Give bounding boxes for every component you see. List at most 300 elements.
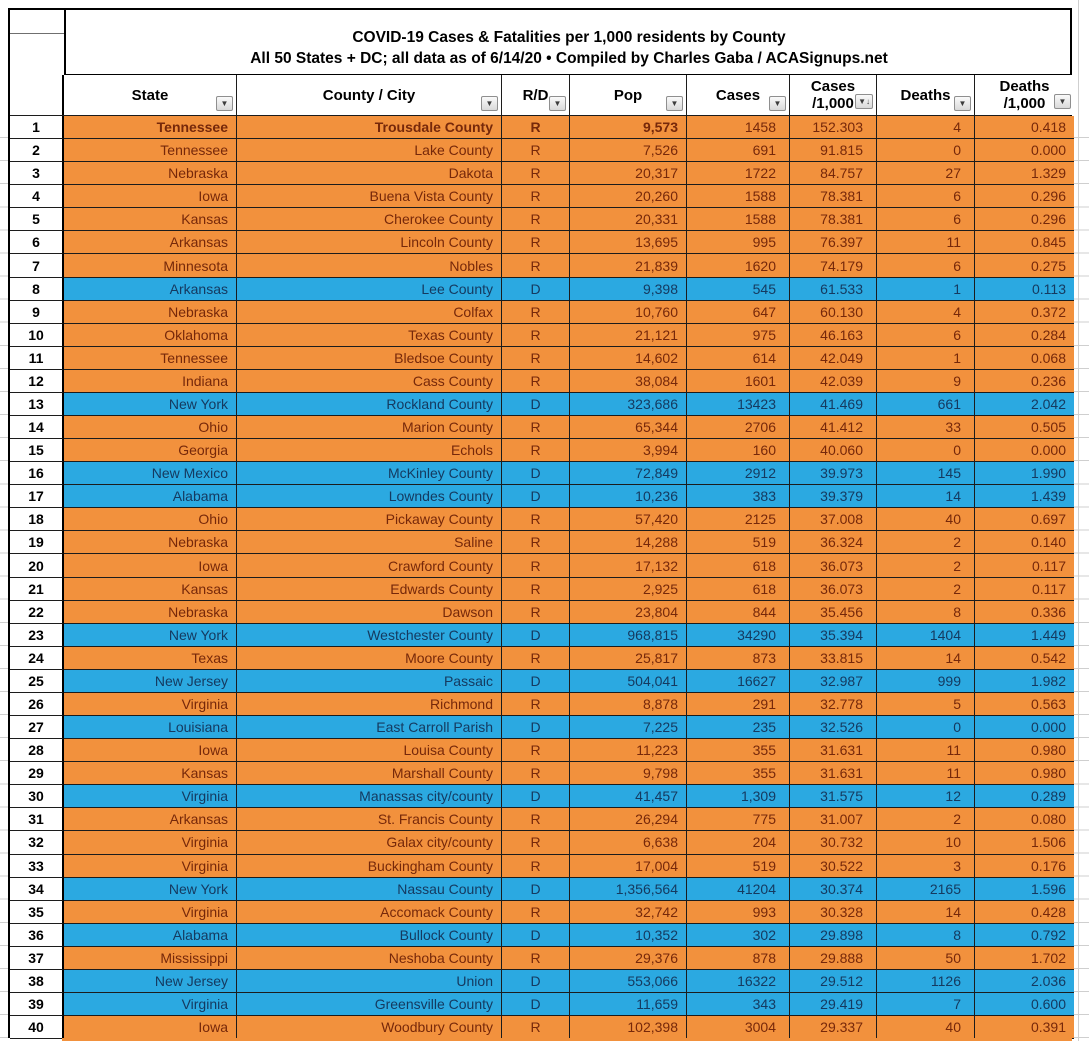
cases-cell[interactable]: 16322 [687, 970, 790, 993]
county-cell[interactable]: Dakota [237, 162, 502, 185]
party-cell[interactable]: D [502, 924, 570, 947]
deaths-cell[interactable]: 1 [877, 347, 975, 370]
pop-cell[interactable]: 13,695 [570, 231, 687, 254]
county-cell[interactable]: Pickaway County [237, 508, 502, 531]
cases-cell[interactable]: 302 [687, 924, 790, 947]
party-cell[interactable]: R [502, 416, 570, 439]
pop-cell[interactable]: 9,798 [570, 762, 687, 785]
cases-cell[interactable]: 545 [687, 278, 790, 301]
deaths-per-1000-cell[interactable]: 0.284 [975, 324, 1074, 347]
party-cell[interactable]: R [502, 231, 570, 254]
cases-cell[interactable]: 41204 [687, 878, 790, 901]
party-cell[interactable]: R [502, 831, 570, 854]
deaths-per-1000-cell[interactable]: 0.542 [975, 647, 1074, 670]
deaths-cell[interactable]: 0 [877, 716, 975, 739]
deaths-per-1000-cell[interactable]: 0.792 [975, 924, 1074, 947]
deaths-per-1000-cell[interactable]: 0.068 [975, 347, 1074, 370]
cases-cell[interactable]: 519 [687, 531, 790, 554]
deaths-cell[interactable]: 3 [877, 855, 975, 878]
deaths-cell[interactable]: 12 [877, 785, 975, 808]
party-cell[interactable]: R [502, 439, 570, 462]
row-number[interactable]: 4 [10, 185, 64, 208]
county-cell[interactable]: Saline [237, 531, 502, 554]
party-cell[interactable]: R [502, 808, 570, 831]
row-number[interactable]: 27 [10, 716, 64, 739]
state-cell[interactable]: Nebraska [64, 601, 237, 624]
cases-per-1000-cell[interactable]: 29.512 [790, 970, 877, 993]
pop-cell[interactable]: 323,686 [570, 393, 687, 416]
county-cell[interactable]: Echols [237, 439, 502, 462]
deaths-cell[interactable]: 6 [877, 185, 975, 208]
state-cell[interactable]: Alabama [64, 924, 237, 947]
county-cell[interactable]: Lee County [237, 278, 502, 301]
filter-dropdown-icon[interactable]: ▼ [954, 96, 971, 111]
state-cell[interactable]: Georgia [64, 439, 237, 462]
cases-per-1000-cell[interactable]: 39.973 [790, 462, 877, 485]
county-cell[interactable]: Cherokee County [237, 208, 502, 231]
cases-cell[interactable]: 1588 [687, 208, 790, 231]
cases-per-1000-cell[interactable]: 33.815 [790, 647, 877, 670]
cases-per-1000-cell[interactable]: 31.631 [790, 762, 877, 785]
state-cell[interactable]: Iowa [64, 1016, 237, 1039]
party-cell[interactable]: R [502, 324, 570, 347]
pop-cell[interactable]: 21,839 [570, 254, 687, 277]
deaths-per-1000-cell[interactable]: 1.439 [975, 485, 1074, 508]
deaths-cell[interactable]: 2 [877, 808, 975, 831]
county-cell[interactable]: Lake County [237, 139, 502, 162]
deaths-per-1000-cell[interactable]: 2.036 [975, 970, 1074, 993]
pop-cell[interactable]: 504,041 [570, 670, 687, 693]
party-cell[interactable]: R [502, 554, 570, 577]
deaths-cell[interactable]: 2 [877, 554, 975, 577]
party-cell[interactable]: D [502, 485, 570, 508]
deaths-per-1000-cell[interactable]: 0.980 [975, 762, 1074, 785]
state-cell[interactable]: Nebraska [64, 301, 237, 324]
cases-per-1000-cell[interactable]: 30.732 [790, 831, 877, 854]
deaths-per-1000-cell[interactable]: 0.845 [975, 231, 1074, 254]
party-cell[interactable]: R [502, 254, 570, 277]
party-cell[interactable]: R [502, 347, 570, 370]
state-cell[interactable]: Iowa [64, 739, 237, 762]
deaths-per-1000-cell[interactable]: 2.042 [975, 393, 1074, 416]
column-header-county[interactable] [237, 75, 502, 115]
cases-per-1000-cell[interactable]: 60.130 [790, 301, 877, 324]
cases-per-1000-cell[interactable]: 39.379 [790, 485, 877, 508]
party-cell[interactable]: R [502, 139, 570, 162]
state-cell[interactable]: Tennessee [64, 347, 237, 370]
cases-cell[interactable]: 383 [687, 485, 790, 508]
party-cell[interactable]: D [502, 970, 570, 993]
county-cell[interactable]: Bullock County [237, 924, 502, 947]
state-cell[interactable]: Arkansas [64, 278, 237, 301]
cases-per-1000-cell[interactable]: 29.888 [790, 947, 877, 970]
filter-dropdown-icon[interactable]: ▼ [481, 96, 498, 111]
pop-cell[interactable]: 9,398 [570, 278, 687, 301]
cases-per-1000-cell[interactable]: 91.815 [790, 139, 877, 162]
deaths-cell[interactable]: 0 [877, 439, 975, 462]
deaths-per-1000-cell[interactable]: 0.113 [975, 278, 1074, 301]
county-cell[interactable]: Marion County [237, 416, 502, 439]
row-number[interactable]: 40 [10, 1016, 64, 1039]
cases-per-1000-cell[interactable]: 31.575 [790, 785, 877, 808]
pop-cell[interactable]: 32,742 [570, 901, 687, 924]
cases-cell[interactable]: 1,309 [687, 785, 790, 808]
pop-cell[interactable]: 3,994 [570, 439, 687, 462]
deaths-cell[interactable]: 4 [877, 301, 975, 324]
deaths-cell[interactable]: 6 [877, 208, 975, 231]
cases-per-1000-cell[interactable]: 36.073 [790, 554, 877, 577]
county-cell[interactable]: Passaic [237, 670, 502, 693]
deaths-per-1000-cell[interactable]: 0.176 [975, 855, 1074, 878]
county-cell[interactable]: Nobles [237, 254, 502, 277]
deaths-per-1000-cell[interactable]: 0.080 [975, 808, 1074, 831]
row-number[interactable]: 19 [10, 531, 64, 554]
cases-per-1000-cell[interactable]: 29.337 [790, 1016, 877, 1039]
pop-cell[interactable]: 7,526 [570, 139, 687, 162]
party-cell[interactable]: D [502, 462, 570, 485]
deaths-per-1000-cell[interactable]: 0.117 [975, 578, 1074, 601]
row-number[interactable]: 15 [10, 439, 64, 462]
state-cell[interactable]: Kansas [64, 208, 237, 231]
county-cell[interactable]: Buena Vista County [237, 185, 502, 208]
cases-cell[interactable]: 614 [687, 347, 790, 370]
party-cell[interactable]: R [502, 647, 570, 670]
cases-cell[interactable]: 160 [687, 439, 790, 462]
cases-cell[interactable]: 1458 [687, 116, 790, 139]
party-cell[interactable]: D [502, 785, 570, 808]
deaths-per-1000-cell[interactable]: 1.702 [975, 947, 1074, 970]
cases-per-1000-cell[interactable]: 46.163 [790, 324, 877, 347]
cases-cell[interactable]: 519 [687, 855, 790, 878]
pop-cell[interactable]: 11,223 [570, 739, 687, 762]
state-cell[interactable]: Virginia [64, 785, 237, 808]
deaths-cell[interactable]: 1 [877, 278, 975, 301]
deaths-per-1000-cell[interactable]: 0.428 [975, 901, 1074, 924]
row-number[interactable]: 3 [10, 162, 64, 185]
deaths-per-1000-cell[interactable]: 0.275 [975, 254, 1074, 277]
cases-per-1000-cell[interactable]: 32.987 [790, 670, 877, 693]
county-cell[interactable]: Trousdale County [237, 116, 502, 139]
party-cell[interactable]: R [502, 693, 570, 716]
row-number[interactable]: 9 [10, 301, 64, 324]
cases-cell[interactable]: 1588 [687, 185, 790, 208]
party-cell[interactable]: R [502, 301, 570, 324]
state-cell[interactable]: Virginia [64, 693, 237, 716]
cases-cell[interactable]: 2912 [687, 462, 790, 485]
table-title-cell[interactable] [64, 10, 1072, 75]
party-cell[interactable]: D [502, 878, 570, 901]
cases-cell[interactable]: 235 [687, 716, 790, 739]
cases-per-1000-cell[interactable]: 30.328 [790, 901, 877, 924]
pop-cell[interactable]: 72,849 [570, 462, 687, 485]
deaths-per-1000-cell[interactable]: 0.289 [975, 785, 1074, 808]
empty-gutter-cell[interactable] [10, 34, 64, 75]
county-cell[interactable]: St. Francis County [237, 808, 502, 831]
cases-cell[interactable]: 647 [687, 301, 790, 324]
deaths-per-1000-cell[interactable]: 0.000 [975, 439, 1074, 462]
state-cell[interactable]: Indiana [64, 370, 237, 393]
column-header-pop[interactable] [570, 75, 687, 115]
pop-cell[interactable]: 41,457 [570, 785, 687, 808]
deaths-per-1000-cell[interactable]: 0.117 [975, 554, 1074, 577]
row-number[interactable]: 2 [10, 139, 64, 162]
row-number[interactable]: 14 [10, 416, 64, 439]
state-cell[interactable]: New Mexico [64, 462, 237, 485]
deaths-cell[interactable]: 1126 [877, 970, 975, 993]
pop-cell[interactable]: 38,084 [570, 370, 687, 393]
deaths-cell[interactable]: 27 [877, 162, 975, 185]
party-cell[interactable]: D [502, 993, 570, 1016]
state-cell[interactable]: New Jersey [64, 970, 237, 993]
county-cell[interactable]: Lowndes County [237, 485, 502, 508]
pop-cell[interactable]: 6,638 [570, 831, 687, 854]
pop-cell[interactable]: 17,132 [570, 554, 687, 577]
deaths-per-1000-cell[interactable]: 0.563 [975, 693, 1074, 716]
row-number[interactable]: 39 [10, 993, 64, 1016]
row-number[interactable]: 21 [10, 578, 64, 601]
cases-per-1000-cell[interactable]: 30.374 [790, 878, 877, 901]
cases-cell[interactable]: 2125 [687, 508, 790, 531]
county-cell[interactable]: Accomack County [237, 901, 502, 924]
cases-per-1000-cell[interactable]: 152.303 [790, 116, 877, 139]
filter-dropdown-icon[interactable]: ▼ [549, 96, 566, 111]
county-cell[interactable]: Moore County [237, 647, 502, 670]
deaths-per-1000-cell[interactable]: 0.296 [975, 208, 1074, 231]
cases-cell[interactable]: 975 [687, 324, 790, 347]
county-cell[interactable]: Louisa County [237, 739, 502, 762]
party-cell[interactable]: R [502, 901, 570, 924]
cases-per-1000-cell[interactable]: 31.631 [790, 739, 877, 762]
party-cell[interactable]: R [502, 185, 570, 208]
cases-cell[interactable]: 1722 [687, 162, 790, 185]
party-cell[interactable]: R [502, 947, 570, 970]
county-cell[interactable]: East Carroll Parish [237, 716, 502, 739]
cases-per-1000-cell[interactable]: 29.898 [790, 924, 877, 947]
cases-cell[interactable]: 993 [687, 901, 790, 924]
state-cell[interactable]: Ohio [64, 416, 237, 439]
state-cell[interactable]: New York [64, 878, 237, 901]
deaths-cell[interactable]: 999 [877, 670, 975, 693]
state-cell[interactable]: Virginia [64, 855, 237, 878]
party-cell[interactable]: R [502, 762, 570, 785]
deaths-per-1000-cell[interactable]: 1.449 [975, 624, 1074, 647]
party-cell[interactable]: D [502, 278, 570, 301]
county-cell[interactable]: Lincoln County [237, 231, 502, 254]
deaths-per-1000-cell[interactable]: 0.140 [975, 531, 1074, 554]
row-number[interactable]: 11 [10, 347, 64, 370]
pop-cell[interactable]: 20,317 [570, 162, 687, 185]
cases-cell[interactable]: 343 [687, 993, 790, 1016]
row-number[interactable]: 1 [10, 116, 64, 139]
cases-cell[interactable]: 355 [687, 739, 790, 762]
county-cell[interactable]: Colfax [237, 301, 502, 324]
deaths-cell[interactable]: 8 [877, 601, 975, 624]
party-cell[interactable]: R [502, 370, 570, 393]
state-cell[interactable]: New Jersey [64, 670, 237, 693]
cases-cell[interactable]: 618 [687, 554, 790, 577]
row-number[interactable]: 37 [10, 947, 64, 970]
deaths-per-1000-cell[interactable]: 1.506 [975, 831, 1074, 854]
cases-per-1000-cell[interactable]: 32.526 [790, 716, 877, 739]
state-cell[interactable]: Arkansas [64, 808, 237, 831]
pop-cell[interactable]: 23,804 [570, 601, 687, 624]
cases-per-1000-cell[interactable]: 41.469 [790, 393, 877, 416]
deaths-cell[interactable]: 11 [877, 762, 975, 785]
cases-per-1000-cell[interactable]: 41.412 [790, 416, 877, 439]
cases-per-1000-cell[interactable]: 78.381 [790, 185, 877, 208]
party-cell[interactable]: R [502, 739, 570, 762]
deaths-per-1000-cell[interactable]: 0.980 [975, 739, 1074, 762]
deaths-per-1000-cell[interactable]: 0.336 [975, 601, 1074, 624]
pop-cell[interactable]: 968,815 [570, 624, 687, 647]
row-number[interactable]: 6 [10, 231, 64, 254]
row-number[interactable]: 18 [10, 508, 64, 531]
column-header-deaths[interactable] [877, 75, 975, 115]
party-cell[interactable]: R [502, 162, 570, 185]
cases-per-1000-cell[interactable]: 76.397 [790, 231, 877, 254]
column-header-cases[interactable] [687, 75, 790, 115]
row-number[interactable]: 22 [10, 601, 64, 624]
deaths-cell[interactable]: 145 [877, 462, 975, 485]
party-cell[interactable]: R [502, 1016, 570, 1039]
state-cell[interactable]: Texas [64, 647, 237, 670]
state-cell[interactable]: Kansas [64, 762, 237, 785]
cases-cell[interactable]: 13423 [687, 393, 790, 416]
state-cell[interactable]: New York [64, 624, 237, 647]
state-cell[interactable]: Virginia [64, 993, 237, 1016]
deaths-cell[interactable]: 2165 [877, 878, 975, 901]
county-cell[interactable]: Dawson [237, 601, 502, 624]
county-cell[interactable]: Marshall County [237, 762, 502, 785]
party-cell[interactable]: R [502, 508, 570, 531]
cases-cell[interactable]: 775 [687, 808, 790, 831]
row-number[interactable]: 24 [10, 647, 64, 670]
county-cell[interactable]: Manassas city/county [237, 785, 502, 808]
county-cell[interactable]: Texas County [237, 324, 502, 347]
cases-cell[interactable]: 16627 [687, 670, 790, 693]
pop-cell[interactable]: 1,356,564 [570, 878, 687, 901]
row-number[interactable]: 28 [10, 739, 64, 762]
deaths-cell[interactable]: 40 [877, 508, 975, 531]
cases-per-1000-cell[interactable]: 31.007 [790, 808, 877, 831]
deaths-per-1000-cell[interactable]: 1.990 [975, 462, 1074, 485]
state-cell[interactable]: Mississippi [64, 947, 237, 970]
cases-cell[interactable]: 844 [687, 601, 790, 624]
cases-per-1000-cell[interactable]: 42.039 [790, 370, 877, 393]
row-number[interactable]: 13 [10, 393, 64, 416]
column-header-cases_per_1000[interactable] [790, 75, 877, 115]
pop-cell[interactable]: 11,659 [570, 993, 687, 1016]
filter-dropdown-icon[interactable]: ▼ [1054, 94, 1071, 109]
pop-cell[interactable]: 14,288 [570, 531, 687, 554]
state-cell[interactable]: Ohio [64, 508, 237, 531]
state-cell[interactable]: Iowa [64, 185, 237, 208]
pop-cell[interactable]: 10,760 [570, 301, 687, 324]
state-cell[interactable]: New York [64, 393, 237, 416]
cases-cell[interactable]: 34290 [687, 624, 790, 647]
pop-cell[interactable]: 9,573 [570, 116, 687, 139]
deaths-cell[interactable]: 11 [877, 739, 975, 762]
deaths-cell[interactable]: 1404 [877, 624, 975, 647]
county-cell[interactable]: Crawford County [237, 554, 502, 577]
state-cell[interactable]: Virginia [64, 831, 237, 854]
cases-cell[interactable]: 618 [687, 578, 790, 601]
party-cell[interactable]: D [502, 716, 570, 739]
row-number[interactable]: 25 [10, 670, 64, 693]
party-cell[interactable]: D [502, 670, 570, 693]
cases-per-1000-cell[interactable]: 40.060 [790, 439, 877, 462]
deaths-cell[interactable]: 9 [877, 370, 975, 393]
county-cell[interactable]: Greensville County [237, 993, 502, 1016]
state-cell[interactable]: Minnesota [64, 254, 237, 277]
cases-cell[interactable]: 291 [687, 693, 790, 716]
row-number[interactable]: 30 [10, 785, 64, 808]
deaths-cell[interactable]: 14 [877, 485, 975, 508]
row-number[interactable]: 34 [10, 878, 64, 901]
cases-cell[interactable]: 1601 [687, 370, 790, 393]
row-number[interactable]: 26 [10, 693, 64, 716]
row-number[interactable]: 7 [10, 254, 64, 277]
pop-cell[interactable]: 10,236 [570, 485, 687, 508]
party-cell[interactable]: R [502, 531, 570, 554]
cases-per-1000-cell[interactable]: 29.419 [790, 993, 877, 1016]
deaths-cell[interactable]: 40 [877, 1016, 975, 1039]
deaths-cell[interactable]: 14 [877, 647, 975, 670]
pop-cell[interactable]: 2,925 [570, 578, 687, 601]
state-cell[interactable]: Kansas [64, 578, 237, 601]
deaths-cell[interactable]: 0 [877, 139, 975, 162]
cases-per-1000-cell[interactable]: 36.073 [790, 578, 877, 601]
party-cell[interactable]: R [502, 601, 570, 624]
deaths-per-1000-cell[interactable]: 0.505 [975, 416, 1074, 439]
county-cell[interactable]: Union [237, 970, 502, 993]
pop-cell[interactable]: 14,602 [570, 347, 687, 370]
cases-per-1000-cell[interactable]: 84.757 [790, 162, 877, 185]
deaths-per-1000-cell[interactable]: 0.697 [975, 508, 1074, 531]
pop-cell[interactable]: 7,225 [570, 716, 687, 739]
pop-cell[interactable]: 21,121 [570, 324, 687, 347]
county-cell[interactable]: Edwards County [237, 578, 502, 601]
cases-cell[interactable]: 691 [687, 139, 790, 162]
deaths-cell[interactable]: 661 [877, 393, 975, 416]
county-cell[interactable]: Bledsoe County [237, 347, 502, 370]
pop-cell[interactable]: 20,331 [570, 208, 687, 231]
deaths-per-1000-cell[interactable]: 0.418 [975, 116, 1074, 139]
county-cell[interactable]: Woodbury County [237, 1016, 502, 1039]
deaths-per-1000-cell[interactable]: 0.372 [975, 301, 1074, 324]
state-cell[interactable]: Nebraska [64, 531, 237, 554]
party-cell[interactable]: R [502, 855, 570, 878]
county-cell[interactable]: Nassau County [237, 878, 502, 901]
pop-cell[interactable]: 25,817 [570, 647, 687, 670]
row-number[interactable]: 10 [10, 324, 64, 347]
pop-cell[interactable]: 57,420 [570, 508, 687, 531]
cases-per-1000-cell[interactable]: 42.049 [790, 347, 877, 370]
county-cell[interactable]: McKinley County [237, 462, 502, 485]
deaths-cell[interactable]: 33 [877, 416, 975, 439]
deaths-cell[interactable]: 2 [877, 578, 975, 601]
row-number[interactable]: 5 [10, 208, 64, 231]
deaths-cell[interactable]: 7 [877, 993, 975, 1016]
deaths-per-1000-cell[interactable]: 0.000 [975, 139, 1074, 162]
empty-gutter-cell[interactable] [10, 10, 64, 34]
party-cell[interactable]: D [502, 393, 570, 416]
cases-per-1000-cell[interactable]: 78.381 [790, 208, 877, 231]
deaths-per-1000-cell[interactable]: 0.600 [975, 993, 1074, 1016]
cases-cell[interactable]: 2706 [687, 416, 790, 439]
deaths-per-1000-cell[interactable]: 0.296 [975, 185, 1074, 208]
deaths-cell[interactable]: 5 [877, 693, 975, 716]
